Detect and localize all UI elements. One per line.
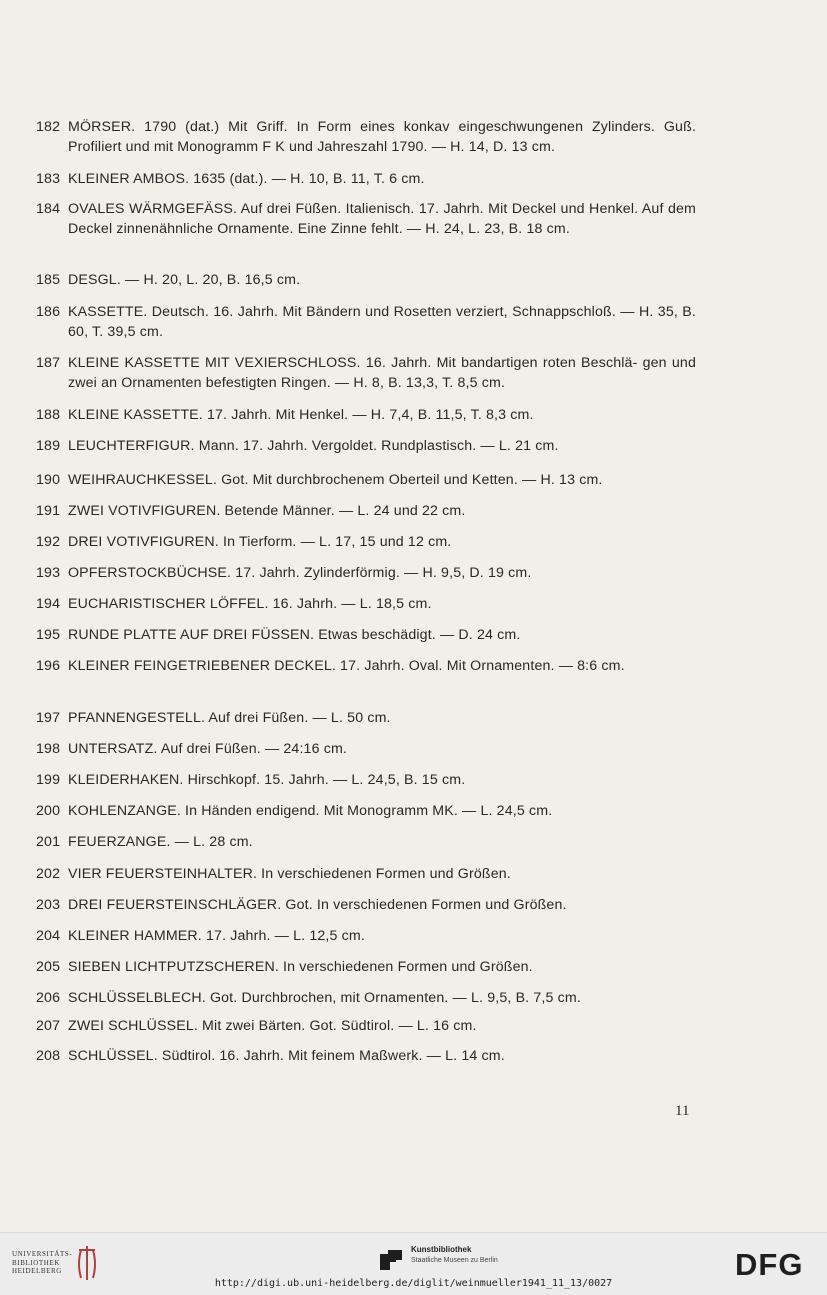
entry-number: 188 <box>36 407 61 423</box>
university-emblem-icon[interactable] <box>75 1244 99 1282</box>
source-url-link[interactable]: http://digi.ub.uni-heidelberg.de/diglit/weinmueller1941_11_13/0027 <box>214 1278 613 1289</box>
entry-number: 208 <box>36 1048 61 1064</box>
entry-text: SCHLÜSSEL. Südtirol. 16. Jahrh. Mit feinem Maßwerk. — L. 14 cm. <box>68 1048 505 1064</box>
entry-number: 192 <box>36 534 61 550</box>
entry-text: KASSETTE. Deutsch. 16. Jahrh. Mit Bändern und Rosetten verziert, Schnappschloß. — H. 35, B. 60, T. 39,5 cm. <box>68 304 696 340</box>
entry-number: 194 <box>36 596 61 612</box>
entry-text: RUNDE PLATTE AUF DREI FÜSSEN. Etwas beschädigt. — D. 24 cm. <box>68 627 521 643</box>
catalog-entry-185 <box>36 271 696 291</box>
entry-number: 186 <box>36 304 61 320</box>
entry-text: UNTERSATZ. Auf drei Füßen. — 24:16 cm. <box>68 741 348 757</box>
entry-number: 185 <box>36 272 61 288</box>
entry-number: 202 <box>36 866 61 882</box>
kunstbibliothek-subtitle: Staatliche Museen zu Berlin <box>411 1257 498 1264</box>
entry-number: 198 <box>36 741 61 757</box>
entry-text: KLEINE KASSETTE. 17. Jahrh. Mit Henkel. — H. 7,4, B. 11,5, T. 8,3 cm. <box>68 407 534 423</box>
kunstbibliothek-logo-icon[interactable] <box>378 1248 404 1274</box>
entry-text: MÖRSER. 1790 (dat.) Mit Griff. In Form eines konkav eingeschwungenen Zylinders. Guß. Profiliert und mit Monogramm F K und Jahreszahl 1790. — H. 14, D. 13 cm. <box>68 119 696 155</box>
entry-text: LEUCHTERFIGUR. Mann. 17. Jahrh. Vergoldet. Rundplastisch. — L. 21 cm. <box>68 438 559 454</box>
entry-text: PFANNENGESTELL. Auf drei Füßen. — L. 50 cm. <box>68 710 391 726</box>
catalog-entry-191 <box>36 502 696 522</box>
catalog-entry-188 <box>36 406 696 426</box>
entry-text: WEIHRAUCHKESSEL. Got. Mit durchbrochenem Oberteil und Ketten. — H. 13 cm. <box>68 472 603 488</box>
entry-number: 193 <box>36 565 61 581</box>
kunstbibliothek-title: Kunstbibliothek <box>411 1245 472 1254</box>
entry-text: ZWEI SCHLÜSSEL. Mit zwei Bärten. Got. Südtirol. — L. 16 cm. <box>68 1018 477 1034</box>
catalog-entry-198 <box>36 740 696 760</box>
catalog-entry-199 <box>36 771 696 791</box>
entry-number: 195 <box>36 627 61 643</box>
catalog-entry-190 <box>36 471 696 491</box>
entry-text: KLEINER HAMMER. 17. Jahrh. — L. 12,5 cm. <box>68 928 365 944</box>
entry-number: 184 <box>36 201 61 217</box>
catalog-entry-194 <box>36 595 696 615</box>
entry-text: KOHLENZANGE. In Händen endigend. Mit Monogramm MK. — L. 24,5 cm. <box>68 803 553 819</box>
catalog-entry-192 <box>36 533 696 553</box>
catalog-entry-206 <box>36 989 696 1009</box>
entry-text: VIER FEUERSTEINHALTER. In verschiedenen Formen und Größen. <box>68 866 511 882</box>
entry-number: 197 <box>36 710 61 726</box>
entry-number: 187 <box>36 355 61 371</box>
catalog-entry-187 <box>36 354 696 393</box>
catalog-entry-197 <box>36 709 696 729</box>
catalog-entry-205 <box>36 958 696 978</box>
entry-text: KLEINER AMBOS. 1635 (dat.). — H. 10, B. 11, T. 6 cm. <box>68 171 425 187</box>
catalog-entry-195 <box>36 626 696 646</box>
catalog-entry-193 <box>36 564 696 584</box>
entry-number: 201 <box>36 834 61 850</box>
entry-text: SIEBEN LICHTPUTZSCHEREN. In verschiedenen Formen und Größen. <box>68 959 533 975</box>
catalog-entry-203 <box>36 896 696 916</box>
catalog-entry-189 <box>36 437 696 457</box>
university-library-label: UNIVERSITÄTS- BIBLIOTHEK HEIDELBERG <box>12 1250 73 1275</box>
entry-number: 183 <box>36 171 61 187</box>
entry-text: OPFERSTOCKBÜCHSE. 17. Jahrh. Zylinderförmig. — H. 9,5, D. 19 cm. <box>68 565 532 581</box>
entry-number: 207 <box>36 1018 61 1034</box>
catalog-entry-207 <box>36 1017 696 1037</box>
entry-text: DREI FEUERSTEINSCHLÄGER. Got. In verschiedenen Formen und Größen. <box>68 897 567 913</box>
entry-text: EUCHARISTISCHER LÖFFEL. 16. Jahrh. — L. 18,5 cm. <box>68 596 432 612</box>
page-number: 11 <box>675 1103 690 1119</box>
catalog-entry-183 <box>36 170 696 190</box>
entry-text: FEUERZANGE. — L. 28 cm. <box>68 834 253 850</box>
catalog-entry-196 <box>36 657 696 677</box>
catalog-entry-208 <box>36 1047 696 1067</box>
catalog-entry-201 <box>36 833 696 853</box>
catalog-entry-186 <box>36 303 696 342</box>
entry-number: 203 <box>36 897 61 913</box>
entry-number: 199 <box>36 772 61 788</box>
entry-text: ZWEI VOTIVFIGUREN. Betende Männer. — L. 24 und 22 cm. <box>68 503 466 519</box>
entry-number: 206 <box>36 990 61 1006</box>
entry-number: 182 <box>36 119 61 135</box>
entry-number: 189 <box>36 438 61 454</box>
entry-text: KLEIDERHAKEN. Hirschkopf. 15. Jahrh. — L. 24,5, B. 15 cm. <box>68 772 466 788</box>
dfg-logo[interactable]: DFG <box>735 1247 804 1282</box>
catalog-entry-182 <box>36 118 696 157</box>
entry-number: 205 <box>36 959 61 975</box>
entry-number: 204 <box>36 928 61 944</box>
catalog-entry-200 <box>36 802 696 822</box>
entry-number: 196 <box>36 658 61 674</box>
entry-number: 190 <box>36 472 61 488</box>
catalog-entry-204 <box>36 927 696 947</box>
catalog-entry-202 <box>36 865 696 885</box>
entry-text: KLEINE KASSETTE MIT VEXIERSCHLOSS. 16. Jahrh. Mit bandartigen roten Beschlä- gen und zwei an Ornamenten befestigten Ringen. — H. 8, B. 13,3, T. 8,5 cm. <box>68 355 696 391</box>
entry-text: DESGL. — H. 20, L. 20, B. 16,5 cm. <box>68 272 301 288</box>
entry-number: 191 <box>36 503 61 519</box>
entry-text: OVALES WÄRMGEFÄSS. Auf drei Füßen. Italienisch. 17. Jahrh. Mit Deckel und Henkel. Auf dem Deckel zinnenähnliche Ornamente. Eine Zinne fehlt. — H. 24, L. 23, B. 18 cm. <box>68 201 696 237</box>
entry-text: SCHLÜSSELBLECH. Got. Durchbrochen, mit Ornamenten. — L. 9,5, B. 7,5 cm. <box>68 990 581 1006</box>
entry-text: DREI VOTIVFIGUREN. In Tierform. — L. 17, 15 und 12 cm. <box>68 534 452 550</box>
entry-number: 200 <box>36 803 61 819</box>
entry-text: KLEINER FEINGETRIEBENER DECKEL. 17. Jahrh. Oval. Mit Ornamenten. — 8:6 cm. <box>68 658 625 674</box>
catalog-entry-184 <box>36 200 696 239</box>
